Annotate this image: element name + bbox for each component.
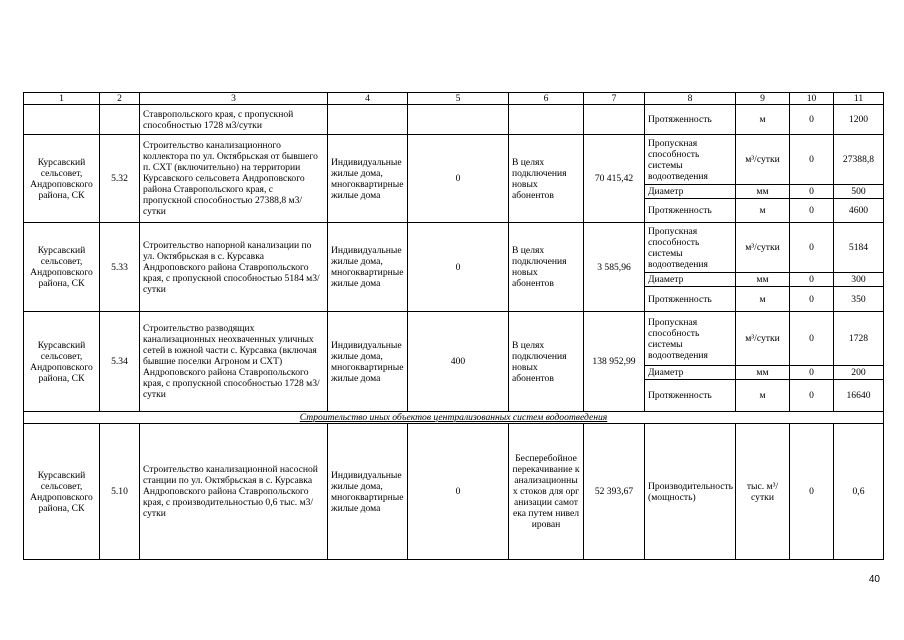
header-row (24, 93, 884, 105)
param-unit-cell: мм (736, 273, 790, 287)
param-value-cell: 0 (790, 199, 834, 223)
param-unit-cell: мм (736, 366, 790, 380)
col5-cell: 400 (408, 312, 509, 412)
description-cell: Ставропольского края, с пропускной способностью 1728 м3/сутки (140, 105, 328, 135)
param-value-cell: 500 (834, 185, 884, 199)
param-value-cell: 0 (790, 135, 834, 185)
param-value-cell: 0 (790, 424, 834, 560)
location-cell: Курсавский сельсовет, Андроповского района, СК (24, 223, 100, 312)
param-unit-cell: м (736, 287, 790, 312)
section-row (24, 412, 884, 424)
location-cell: Курсавский сельсовет, Андроповского района, СК (24, 135, 100, 223)
param-name-cell: Пропускная способность системы водоотведения (645, 312, 736, 366)
objects-cell: Индивидуальные жилые дома, многоквартирные жилые дома (328, 424, 408, 560)
param-unit-cell: тыс. м³/сутки (736, 424, 790, 560)
cost-cell: 52 393,67 (584, 424, 645, 560)
param-value-cell: 0 (790, 366, 834, 380)
param-name-cell: Протяженность (645, 287, 736, 312)
param-name-cell: Пропускная способность системы водоотведения (645, 135, 736, 185)
description-cell: Строительство напорной канализации по ул. Октябрьская в с. Курсавка Андроповского района Ставропольского края, с пропускной способностью 5184 м3/сутки (140, 223, 328, 312)
param-value-cell: 0 (790, 312, 834, 366)
purpose-cell: В целях подключения новых абонентов (509, 223, 584, 312)
param-value-cell: 27388,8 (834, 135, 884, 185)
purpose-cell: Бесперебойное перекачивание канализационных стоков для организации самотека путем нивелирован (509, 424, 584, 560)
description-cell: Строительство канализационной насосной станции по ул. Октябрьская в с. Курсавка Андроповского района Ставропольского края, с производительностью 0,6 тыс. м3/сутки (140, 424, 328, 560)
param-value-cell: 16640 (834, 380, 884, 412)
param-name-cell: Пропускная способность системы водоотведения (645, 223, 736, 273)
header-cell: 9 (736, 93, 790, 105)
col5-cell: 0 (408, 223, 509, 312)
header-cell: 6 (509, 93, 584, 105)
param-value-cell: 0 (790, 185, 834, 199)
param-unit-cell: м (736, 105, 790, 135)
param-value-cell: 0 (790, 105, 834, 135)
param-name-cell: Протяженность (645, 380, 736, 412)
table-row (24, 312, 884, 366)
purpose-cell: В целях подключения новых абонентов (509, 135, 584, 223)
objects-cell: Индивидуальные жилые дома, многоквартирные жилые дома (328, 135, 408, 223)
location-cell: Курсавский сельсовет, Андроповского района, СК (24, 424, 100, 560)
param-unit-cell: м³/сутки (736, 312, 790, 366)
param-value-cell: 4600 (834, 199, 884, 223)
param-value-cell: 1200 (834, 105, 884, 135)
header-cell: 3 (140, 93, 328, 105)
param-value-cell: 1728 (834, 312, 884, 366)
number-cell: 5.32 (100, 135, 140, 223)
page-number: 40 (868, 574, 880, 585)
description-cell: Строительство разводящих канализационных неохваченных уличных сетей в южной части с. Курсавка (включая бывшие поселки Агроном и СХТ) Андроповского района Ставропольского края, с пропускной способностью 1728 м3/сутки (140, 312, 328, 412)
param-value-cell: 300 (834, 273, 884, 287)
param-unit-cell: м³/сутки (736, 223, 790, 273)
param-name-cell: Протяженность (645, 105, 736, 135)
param-value-cell: 350 (834, 287, 884, 312)
header-cell: 10 (790, 93, 834, 105)
col5-cell: 0 (408, 424, 509, 560)
table-row (24, 105, 884, 135)
purpose-cell: В целях подключения новых абонентов (509, 312, 584, 412)
param-unit-cell: м³/сутки (736, 135, 790, 185)
param-name-cell: Диаметр (645, 185, 736, 199)
param-name-cell: Протяженность (645, 199, 736, 223)
param-value-cell: 0,6 (834, 424, 884, 560)
table-row (24, 135, 884, 185)
param-unit-cell: м (736, 199, 790, 223)
objects-cell: Индивидуальные жилые дома, многоквартирные жилые дома (328, 312, 408, 412)
param-value-cell: 5184 (834, 223, 884, 273)
header-cell: 1 (24, 93, 100, 105)
param-value-cell: 0 (790, 223, 834, 273)
location-cell: Курсавский сельсовет, Андроповского района, СК (24, 312, 100, 412)
param-value-cell: 200 (834, 366, 884, 380)
number-cell: 5.33 (100, 223, 140, 312)
number-cell: 5.34 (100, 312, 140, 412)
investment-table (23, 92, 884, 560)
param-name-cell: Производительность (мощность) (645, 424, 736, 560)
cost-cell: 70 415,42 (584, 135, 645, 223)
description-cell: Строительство канализационного коллектора по ул. Октябрьская от бывшего п. СХТ (включительно) на территории Курсавского сельсовета Андроповского района Ставропольского края, с пропускной способностью 27388,8 м3/сутки (140, 135, 328, 223)
param-value-cell: 0 (790, 380, 834, 412)
section-title: Строительство иных объектов централизованных систем водоотведения (24, 412, 884, 424)
objects-cell: Индивидуальные жилые дома, многоквартирные жилые дома (328, 223, 408, 312)
number-cell: 5.10 (100, 424, 140, 560)
header-cell: 8 (645, 93, 736, 105)
col5-cell: 0 (408, 135, 509, 223)
header-cell: 5 (408, 93, 509, 105)
param-value-cell: 0 (790, 287, 834, 312)
param-value-cell: 0 (790, 273, 834, 287)
param-name-cell: Диаметр (645, 366, 736, 380)
param-name-cell: Диаметр (645, 273, 736, 287)
table-row (24, 223, 884, 273)
header-cell: 2 (100, 93, 140, 105)
cost-cell: 138 952,99 (584, 312, 645, 412)
table-row (24, 424, 884, 560)
param-unit-cell: мм (736, 185, 790, 199)
header-cell: 11 (834, 93, 884, 105)
header-cell: 4 (328, 93, 408, 105)
param-unit-cell: м (736, 380, 790, 412)
cost-cell: 3 585,96 (584, 223, 645, 312)
header-cell: 7 (584, 93, 645, 105)
